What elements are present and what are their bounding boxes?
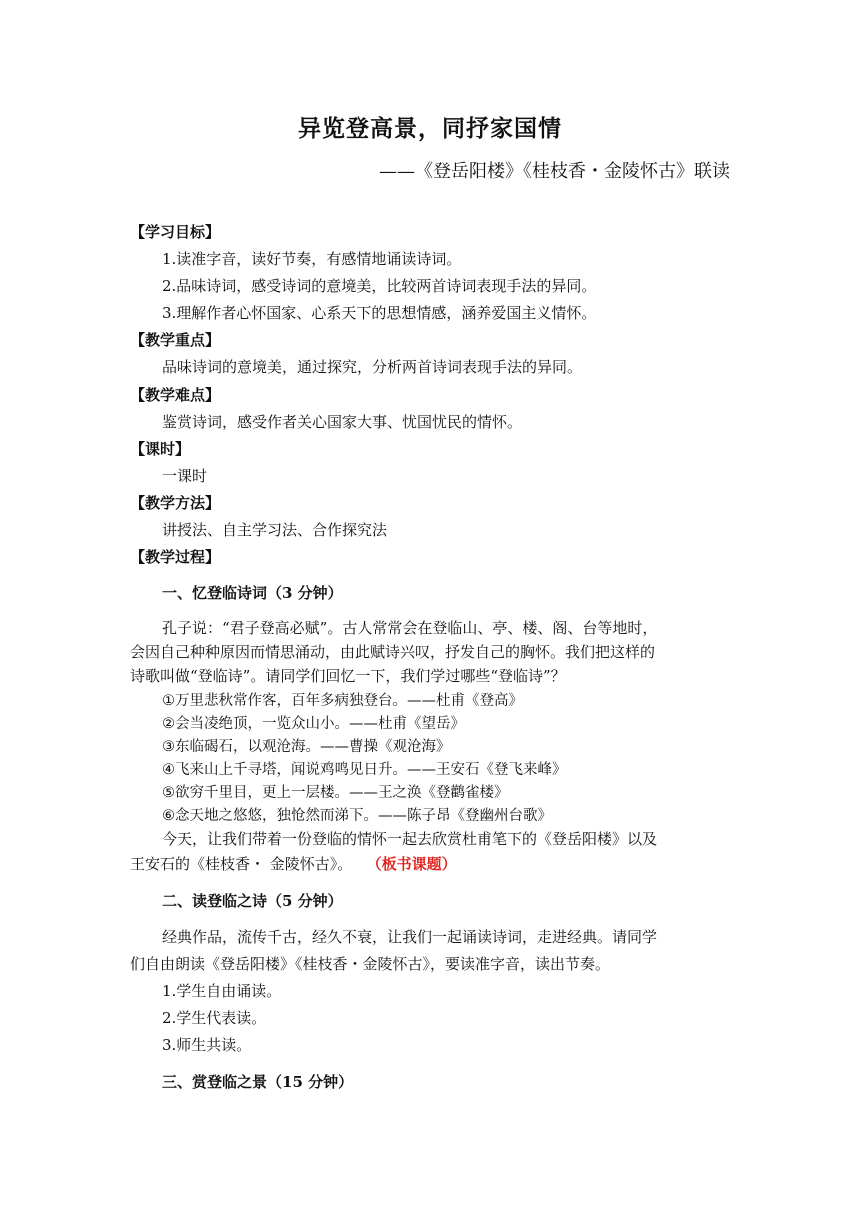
part1-paragraph-line: 诗歌叫做“登临诗”。请同学们回忆一下，我们学过哪些“登临诗”？ xyxy=(130,667,566,685)
period-heading: 【课时】 xyxy=(130,440,191,458)
difficulties-text: 鉴赏诗词，感受作者关心国家大事、忧国忧民的情怀。 xyxy=(162,413,523,431)
period-text: 一课时 xyxy=(162,467,208,485)
objective-item: 2.品味诗词，感受诗词的意境美，比较两首诗词表现手法的异同。 xyxy=(162,277,597,295)
methods-heading: 【教学方法】 xyxy=(130,494,221,512)
document-subtitle: ——《登岳阳楼》《桂枝香・金陵怀古》联读 xyxy=(379,161,730,182)
part1-heading: 一、忆登临诗词（3 分钟） xyxy=(162,584,343,602)
methods-text: 讲授法、自主学习法、合作探究法 xyxy=(162,521,388,539)
key-points-heading: 【教学重点】 xyxy=(130,331,221,349)
part2-paragraph-line: 经典作品，流传千古，经久不衰，让我们一起诵读诗词，走进经典。请同学 xyxy=(162,928,658,946)
process-heading: 【教学过程】 xyxy=(130,548,221,566)
part2-heading: 二、读登临之诗（5 分钟） xyxy=(162,892,343,910)
part1-paragraph-line: 会因自己种种原因而情思涌动，由此赋诗兴叹，抒发自己的胸怀。我们把这样的 xyxy=(130,643,656,661)
poem-line: ②会当凌绝顶，一览众山小。——杜甫《望岳》 xyxy=(162,716,465,732)
part2-paragraph-line: 们自由朗读《登岳阳楼》《桂枝香・金陵怀古》，要读准字音，读出节奏。 xyxy=(130,955,611,973)
poem-line: ④飞来山上千寻塔，闻说鸡鸣见日升。——王安石《登飞来峰》 xyxy=(162,762,567,778)
poem-line: ③东临碣石，以观沧海。——曹操《观沧海》 xyxy=(162,739,451,755)
board-note: （板书课题） xyxy=(366,855,457,873)
poem-line: ①万里悲秋常作客，百年多病独登台。——杜甫《登高》 xyxy=(162,693,523,709)
objective-item: 1.读准字音，读好节奏，有感情地诵读诗词。 xyxy=(162,250,462,268)
part1-paragraph-line: 孔子说：“君子登高必赋”。古人常常会在登临山、亭、楼、阁、台等地时， xyxy=(162,619,658,637)
part2-step: 2.学生代表读。 xyxy=(162,1009,267,1027)
objective-item: 3.理解作者心怀国家、心系天下的思想情感，涵养爱国主义情怀。 xyxy=(162,304,597,322)
objectives-heading: 【学习目标】 xyxy=(130,223,221,241)
part1-closing-line-2 xyxy=(130,853,457,874)
key-points-text: 品味诗词的意境美，通过探究，分析两首诗词表现手法的异同。 xyxy=(162,358,583,376)
poem-line: ⑤欲穷千里目，更上一层楼。——王之涣《登鹳雀楼》 xyxy=(162,785,509,801)
poem-line: ⑥念天地之悠悠，独怆然而涕下。——陈子昂《登幽州台歌》 xyxy=(162,808,552,824)
part2-step: 3.师生共读。 xyxy=(162,1036,252,1054)
part3-heading: 三、赏登临之景（15 分钟） xyxy=(162,1073,354,1091)
closing-text: 王安石的《桂枝香・ 金陵怀古》。 xyxy=(130,855,353,873)
part2-step: 1.学生自由诵读。 xyxy=(162,982,282,1000)
difficulties-heading: 【教学难点】 xyxy=(130,386,221,404)
document-title: 异览登高景，同抒家国情 xyxy=(298,115,562,142)
part1-closing-line: 今天，让我们带着一份登临的情怀一起去欣赏杜甫笔下的《登岳阳楼》以及 xyxy=(162,830,658,848)
